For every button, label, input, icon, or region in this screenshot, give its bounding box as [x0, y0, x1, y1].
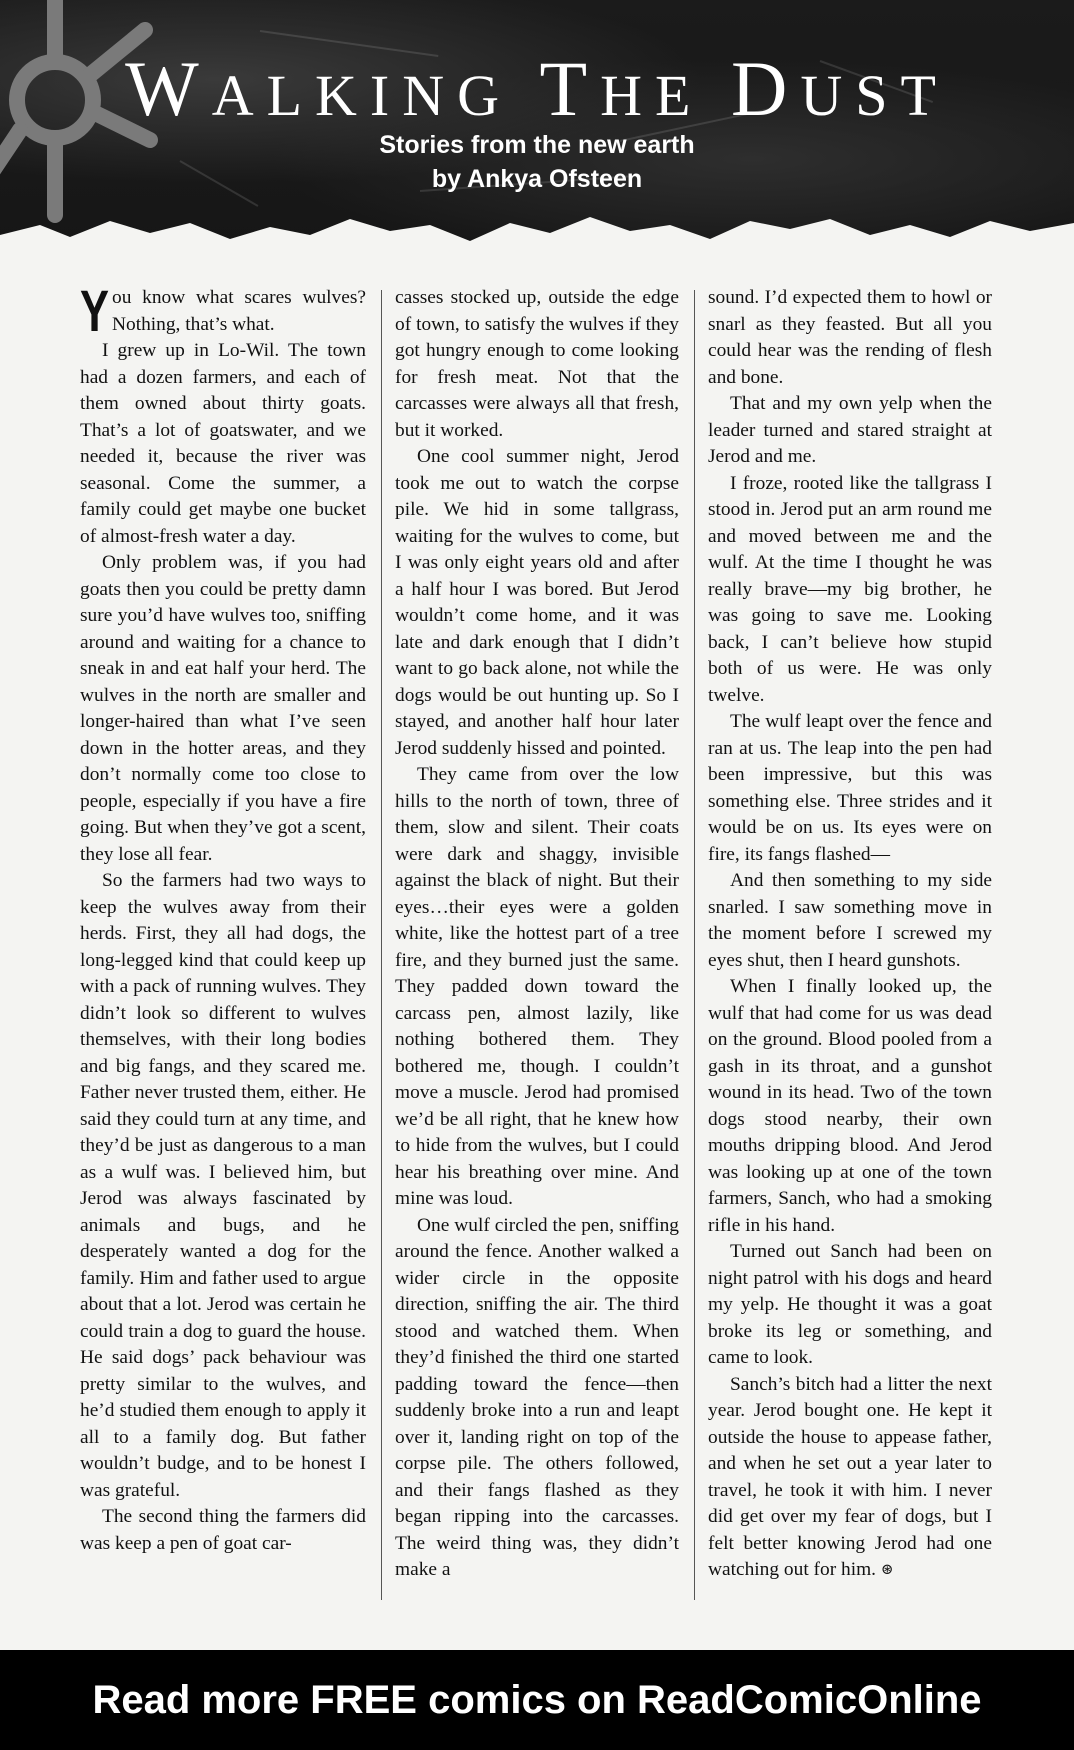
paragraph: So the farmers had two ways to keep the wulves away from their herds. First, they all had dogs, the long-legged kind that could keep up with a pack of running wulves. They didn’t look so different to wulves themselves, with their long bodies and big fangs, and they scared me. Father never trusted them, either. He said they could turn at any time, and they’d be just as dangerous to a man as a wulf was. I believed him, but Jerod was always fascinated by animals and bugs, and he desperately wanted a dog for the family. Him and father used to argue about that a lot. Jerod was certain he could train a dog to guard the house. He said dogs’ pack behaviour was pretty similar to the wulves, and he’d studied them enough to apply it all to a family dog. But father wouldn’t budge, and to be honest I was grateful.: [80, 870, 366, 1501]
paragraph: I grew up in Lo-Wil. The town had a dozen farmers, and each of them owned about thirty goats. That’s a lot of goatswater, and we needed it, because the river was seasonal. Come the summer, a family could get maybe one bucket of almost-fresh water a day.: [80, 340, 366, 547]
paragraph: They came from over the low hills to the north of town, three of them, slow and silent. Their coats were dark and shaggy, invisible against the black of night. But their eyes…their eyes were a golden white, like the hottest part of a tree fire, and they burned just the same. They padded down toward the carcass pen, almost lazily, like nothing bothered them. They bothered me, though. I couldn’t move a muscle. Jerod had promised we’d be all right, that he knew how to hide from the wulves, but I could hear his breathing over mine. And mine was loud.: [395, 764, 679, 1209]
torn-paper-edge: [0, 195, 1074, 265]
paragraph: That and my own yelp when the leader turned and stared straight at Jerod and me.: [708, 393, 992, 467]
paragraph: One cool summer night, Jerod took me out to watch the corpse pile. We hid in some tallgrass, waiting for the wulves to come, but I was only eight years old and after a half hour I was bored. But Jerod wouldn’t come home, and it was late and dark enough that I didn’t want to go back alone, not while the dogs would be out hunting up. So I stayed, and another half hour later Jerod suddenly hissed and pointed.: [395, 446, 679, 759]
end-mark-icon: ⊛: [880, 1562, 894, 1578]
drop-cap: Y: [80, 279, 110, 344]
paragraph: Only problem was, if you had goats then you could be pretty damn sure you’d have wulves too, sniffing around and waiting for a chance to sneak in and eat half your herd. The wulves in the north are smaller and longer-haired than what I’ve seen down in the hotter areas, and they don’t normally come too close to people, especially if you have a fire going. But when they’ve got a scent, they lose all fear.: [80, 552, 366, 865]
paragraph: casses stocked up, outside the edge of town, to satisfy the wulves if they got hungry enough to come looking for fresh meat. Not that the carcasses were always all that fresh, but it worked.: [395, 287, 679, 441]
paragraph: Turned out Sanch had been on night patrol with his dogs and heard my yelp. He thought it was a goat broke its leg or something, and came to look.: [708, 1241, 992, 1368]
article-column-1: [80, 279, 366, 1605]
paragraph: When I finally looked up, the wulf that had come for us was dead on the ground. Blood pooled from a gash in its throat, and a gunshot wound in its head. Two of the town dogs stood nearby, their own mouths dripping blood. And Jerod was looking up at one of the town farmers, Sanch, who had a smoking rifle in his hand.: [708, 976, 992, 1236]
column-divider: [381, 290, 382, 1600]
column-divider: [694, 290, 695, 1600]
paragraph: One wulf circled the pen, sniffing around the fence. Another walked a wider circle in the opposite direction, sniffing the air. The third stood and watched them. When they’d finished the third one started padding toward the fence—then suddenly broke into a run and leapt over it, landing right on top of the corpse pile. The others followed, and their fangs flashed as they began ripping into the carcasses. The weird thing was, they didn’t make a: [395, 1214, 679, 1580]
page-subtitle: [337, 128, 737, 196]
article-column-2: [395, 285, 679, 1605]
paragraph: Sanch’s bitch had a litter the next year. Jerod bought one. He kept it outside the house to appease father, and when he set out a year later to travel, he took it with him. I never did get over my fear of dogs, but I felt better knowing Jerod had one watching out for him. ⊛: [708, 1373, 992, 1580]
footer-promo-link[interactable]: Read more FREE comics on ReadComicOnline: [92, 1678, 982, 1722]
article-column-3: [708, 285, 992, 1605]
paragraph: You know what scares wulves? Nothing, that’s what.: [80, 279, 366, 344]
paragraph: I froze, rooted like the tallgrass I stood in. Jerod put an arm round me and moved between me and the wulf. At the time I thought he was really brave—my big brother, he was going to save me. Looking back, I can’t believe how stupid both of us were. He was only twelve.: [708, 472, 992, 706]
paragraph: And then something to my side snarled. I saw something move in the moment before I screwed my eyes shut, then I heard gunshots.: [708, 870, 992, 971]
paragraph: The second thing the farmers did was keep a pen of goat car-: [80, 1506, 366, 1554]
subtitle-tagline: Stories from the new earth: [379, 131, 695, 159]
paragraph: The wulf leapt over the fence and ran at us. The leap into the pen had been impressive, but this was something else. Three strides and it would be on us. Its eyes were on fire, its fangs flashed—: [708, 711, 992, 865]
page-title: WALKING THE DUST: [125, 45, 949, 132]
subtitle-author: by Ankya Ofsteen: [431, 165, 643, 193]
paragraph: sound. I’d expected them to howl or snarl as they feasted. But all you could hear was the rending of flesh and bone.: [708, 287, 992, 388]
title-banner: [0, 0, 1074, 265]
